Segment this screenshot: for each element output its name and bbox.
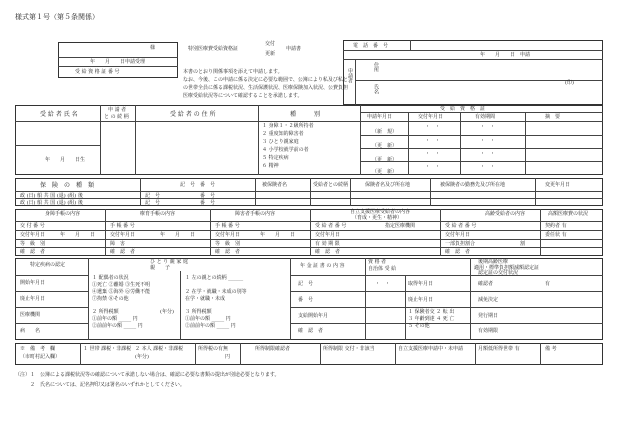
end-date-2: 廃止年月日 [408, 297, 434, 303]
record-row-4-kind: （更 新） [372, 169, 398, 175]
title-issue: 交付 [265, 41, 276, 47]
reason-2: ３ 年齢到達 ４ 死 亡 [408, 316, 455, 322]
disease-label: 特定疾病の認定 [30, 262, 66, 268]
single-parent-item-4: ⑦拘禁 ⑧その他 [92, 296, 129, 302]
cert-5-issued: 交付年月日 [445, 232, 471, 238]
remarks-yen: 円 [225, 354, 231, 360]
institution-label: 医療機関 [20, 312, 41, 318]
tax-year: (年分) [160, 309, 174, 315]
title-suffix: 申請書 [286, 46, 302, 52]
recipient-address-label: 受 給 者 の 住 所 [170, 111, 216, 118]
category-1: １ 身障１・２級所持者 [262, 123, 314, 129]
record-row-3-period: ・ ・ [480, 151, 496, 157]
pension-bango: 番 号 [298, 297, 314, 303]
cert-title-3: 障害者手帳の内容 [235, 211, 276, 217]
remarks-col-6: 自立支援医療申請中・未申請 [398, 346, 464, 352]
single-parent-item-2: ①死亡 ②離婚 ③生死不明 [92, 282, 151, 288]
category-6: ６ 精神 [262, 163, 279, 169]
child-item-3: 在学・就職・未成 [185, 296, 226, 302]
record-row-1-period: ・ ・ [480, 124, 496, 130]
cert-6-proxy: 委任状 有 [545, 232, 567, 238]
cert-1-number: 交 付 番 号 [20, 223, 45, 229]
note-2: ２ 氏名については、記名押印又は署名のいずれかとしてください。 [15, 382, 185, 388]
cert-1-issued-ymd: 年 月 日 [60, 232, 96, 238]
cert-3-confirm: 確 認 者 [215, 249, 241, 255]
issue-date: 発行期日 [478, 313, 499, 319]
end-date-label: 廃止年月日 [20, 296, 46, 302]
cert-2-disability: 障 害 [110, 241, 126, 247]
record-col-apply: 申請年月日 [367, 114, 393, 120]
birth-date: 年 月 日生 [45, 157, 86, 163]
cert-5-number: 受 給 者 番 号 [445, 223, 477, 229]
record-row-3-dots: ・ ・ [425, 151, 441, 157]
remarks-sublabel: （市町村記入欄） [20, 354, 61, 360]
recipient-name-label: 受 給 者 氏 名 [40, 111, 78, 118]
reduction-decision: 減免決定 [478, 297, 499, 303]
category-4: ４ 小学校就学前の者 [262, 147, 309, 153]
applicant-label: 申請者 [347, 68, 353, 83]
acquired-date: 取得年月日 [408, 281, 434, 287]
seal-mark: (印) [565, 80, 574, 86]
parent-child-label: 親 子 [150, 265, 171, 271]
single-parent-item-3: ④遺棄 ⑤海外 ⑥労働不能 [92, 289, 151, 295]
pension-confirmer: 確 認 者 [298, 328, 324, 334]
child-item-6: ②前前年の額 _____ 円 [185, 323, 236, 329]
reason-1: １ 保険者交 ２ 転 出 [408, 309, 455, 315]
cert-title-6: 高額医療費の状況 [548, 211, 589, 217]
record-row-1-kind: （新 規） [372, 129, 398, 135]
pension-start: 支給開始年月 [298, 313, 329, 319]
relation-label-2: と の 続 柄 [104, 114, 129, 120]
remarks-col-2: ２ 本人 課税・非課税 [135, 346, 184, 352]
record-row-2-kind: （更 新） [372, 143, 398, 149]
record-row-4-period: ・ ・ [480, 164, 496, 170]
remarks-label: ※ 備 考 欄 [20, 346, 56, 352]
cert-4-issued: 交付年月日 [315, 232, 341, 238]
application-date: 年 月 日 申請 [480, 52, 531, 58]
title-renew: 更新 [265, 51, 276, 57]
cert-3-number: 手 帳 番 号 [215, 223, 240, 229]
cert-6-contract: 契約者 有 [545, 223, 567, 229]
workplace-header: 被保険者の勤務先及び所在地 [440, 182, 506, 188]
single-parent-label: ひ と り 親 家 庭 [150, 259, 188, 265]
single-parent-item-5: ２ 所得税額 [92, 309, 119, 315]
remarks-col-8: 備 考 [545, 346, 557, 352]
single-parent-item-6: ①前年の額 _____ 円 [92, 316, 138, 322]
cert-4-number: 受 給 者 番 号 [315, 223, 347, 229]
remarks-col-4: 所得制限確認者 [255, 346, 291, 352]
cert-1-issued: 交付年月日 [20, 232, 46, 238]
record-row-2-dots: ・ ・ [425, 138, 441, 144]
elderly-confirmer: 確認者 [478, 281, 494, 287]
cert-2-confirm: 確 認 者 [110, 249, 136, 255]
cert-5-ratio-unit: 割 [520, 241, 526, 247]
remarks-col-3: 所得税の有無 [198, 346, 229, 352]
insured-relation-header: 受給者との続柄 [313, 182, 349, 188]
insurance-row-1: 政 (日) 船 共 国 (退) (組) 後 [20, 193, 83, 199]
cert-4-confirm: 確 認 者 [315, 249, 341, 255]
category-label: 種 別 [290, 111, 321, 118]
form-title: 特別医療費受給資格証 [188, 46, 239, 52]
remarks-year: (年分) [135, 354, 149, 360]
record-col-period: 有効期間 [475, 114, 496, 120]
cert-subtitle: （育成・更生・精神） [352, 215, 403, 221]
cert-title-2: 療育手帳の内容 [140, 211, 176, 217]
child-item-4: ３ 所得税額 [185, 309, 212, 315]
cert-title-5: 高齢受給者の内容 [485, 211, 526, 217]
cert-2-issued-ymd: 年 月 日 [160, 232, 196, 238]
record-row-2-period: ・ ・ [480, 138, 496, 144]
elderly-label-1: 後期高齢医療 [478, 259, 509, 265]
cert-4-valid: 有 効 期 限 [315, 241, 340, 247]
qualifier-label: 資 格 者 [368, 259, 387, 265]
statement-line-3: の世帯全員に係る課税状況、生活保護状況、医療保険加入状況、公費負担 [183, 85, 349, 91]
cert-1-confirm: 確 認 者 [20, 249, 46, 255]
pension-label: 年 金 証 書 の 内 容 [300, 263, 345, 269]
cert-3-grade: 等 級 別 [215, 241, 241, 247]
remarks-col-1: １ 世帯 課税・非課税 [83, 346, 132, 352]
cert-3-issued: 交付年月日 [215, 232, 241, 238]
record-col-issue: 交付年月日 [418, 114, 444, 120]
category-5: ５ 特定疾病 [262, 155, 289, 161]
single-parent-item-1: １ 配偶者の状況 [92, 275, 129, 281]
receipt-date: 年 月 日申請受理 [90, 59, 146, 65]
insurance-number-header: 記 号 番 号 [180, 182, 216, 188]
cert-5-ratio: 一部負担割合 [445, 241, 476, 247]
relation-label-1: 申 請 者 [108, 107, 127, 113]
category-3: ３ ひとり親家庭 [262, 139, 299, 145]
insured-name-header: 被保険者名 [262, 182, 288, 188]
phone-label: 電 話 番 号 [353, 43, 389, 49]
statement-line-2: なお、今後、この申請に係る決定に必要な範囲で、公簿により私及び私と [183, 77, 348, 83]
cert-5-confirm: 確 認 者 [445, 249, 471, 255]
cert-title-1: 身障手帳の内容 [45, 211, 81, 217]
cert-2-number: 手 帳 番 号 [110, 223, 135, 229]
single-parent-item-7: ②前前年の額 _____ 円 [92, 323, 143, 329]
recipient-number-label: 受 給 資 格 証 番 号 [75, 69, 120, 75]
insurer-header: 保険者名及び所在地 [365, 182, 411, 188]
cert-title-4: 自立支援医療受給者の内容 [350, 209, 411, 215]
municipal-label: 自治体 受 給 [368, 266, 397, 272]
pension-kigo: 記 号 [298, 281, 314, 287]
disease-name-label: 病 名 [20, 328, 41, 334]
cert-3-issued-ymd: 年 月 日 [260, 232, 296, 238]
statement-line-1: 本書のとおり関係事項を添えて申請します。 [183, 69, 283, 75]
insurance-row-2-bango: 番 号 [200, 200, 216, 206]
change-date-header: 変更年月日 [545, 182, 571, 188]
insurance-row-1-bango: 番 号 [200, 193, 216, 199]
elderly-label-3: 認定証の交付状況 [478, 270, 519, 276]
record-header: 受 給 資 格 証 [440, 106, 486, 112]
recipient-suffix: 様 [150, 45, 156, 51]
cert-4-hospital: 指定医療機関 [385, 223, 416, 229]
reason-3: ５ その他 [408, 323, 430, 329]
record-row-4-dots: ・ ・ [425, 164, 441, 170]
remarks-col-5: 所得制限 交付・非該当 [323, 346, 375, 352]
remarks-col-7: 月額低所得世帯 有 [478, 346, 520, 352]
record-col-memo: 摘 要 [545, 114, 561, 120]
record-row-1-dots: ・ ・ [425, 124, 441, 130]
insurance-table [15, 178, 603, 206]
insurance-row-2: 政 (日) 船 共 国 (退) (組) 後 [20, 200, 83, 206]
insurance-row-2-kigo: 記 号 [145, 200, 161, 206]
form-number: 様式第１号（第５条関係） [15, 13, 99, 21]
address-label: 住所 [373, 62, 379, 72]
valid-date: 有効期限 [478, 328, 499, 334]
category-2: ２ 重度知的障害者 [262, 131, 304, 137]
child-item-5: ①前年の額 _____ 円 [185, 316, 231, 322]
child-item-2: ２ 在学・就職・未成の別等 [185, 289, 247, 295]
cert-2-issued: 交付年月日 [110, 232, 136, 238]
elderly-yes: 有 [545, 281, 551, 287]
cert-1-grade: 等 級 別 [20, 241, 46, 247]
insurance-row-1-kigo: 記 号 [145, 193, 161, 199]
start-date-label: 開始年月日 [20, 280, 46, 286]
pension-dots: ・ ・ [375, 281, 391, 287]
child-item-1: １ 左の親との続柄 ______ [185, 275, 244, 281]
record-row-3-kind: （更 新） [372, 157, 398, 163]
name-label: 氏名 [373, 84, 379, 94]
elderly-label-2: 適用・標準負担額減額認定証 [474, 265, 540, 271]
statement-line-4: 医療受給状況等について確認することを承諾します。 [183, 93, 303, 99]
note-1: （注）１ 公簿による課税状況等の確認について承諾しない場合は、確認に必要な書類の提出が別途必要となります。 [15, 372, 280, 378]
insurance-type-header: 保 険 の 種 類 [40, 182, 95, 189]
